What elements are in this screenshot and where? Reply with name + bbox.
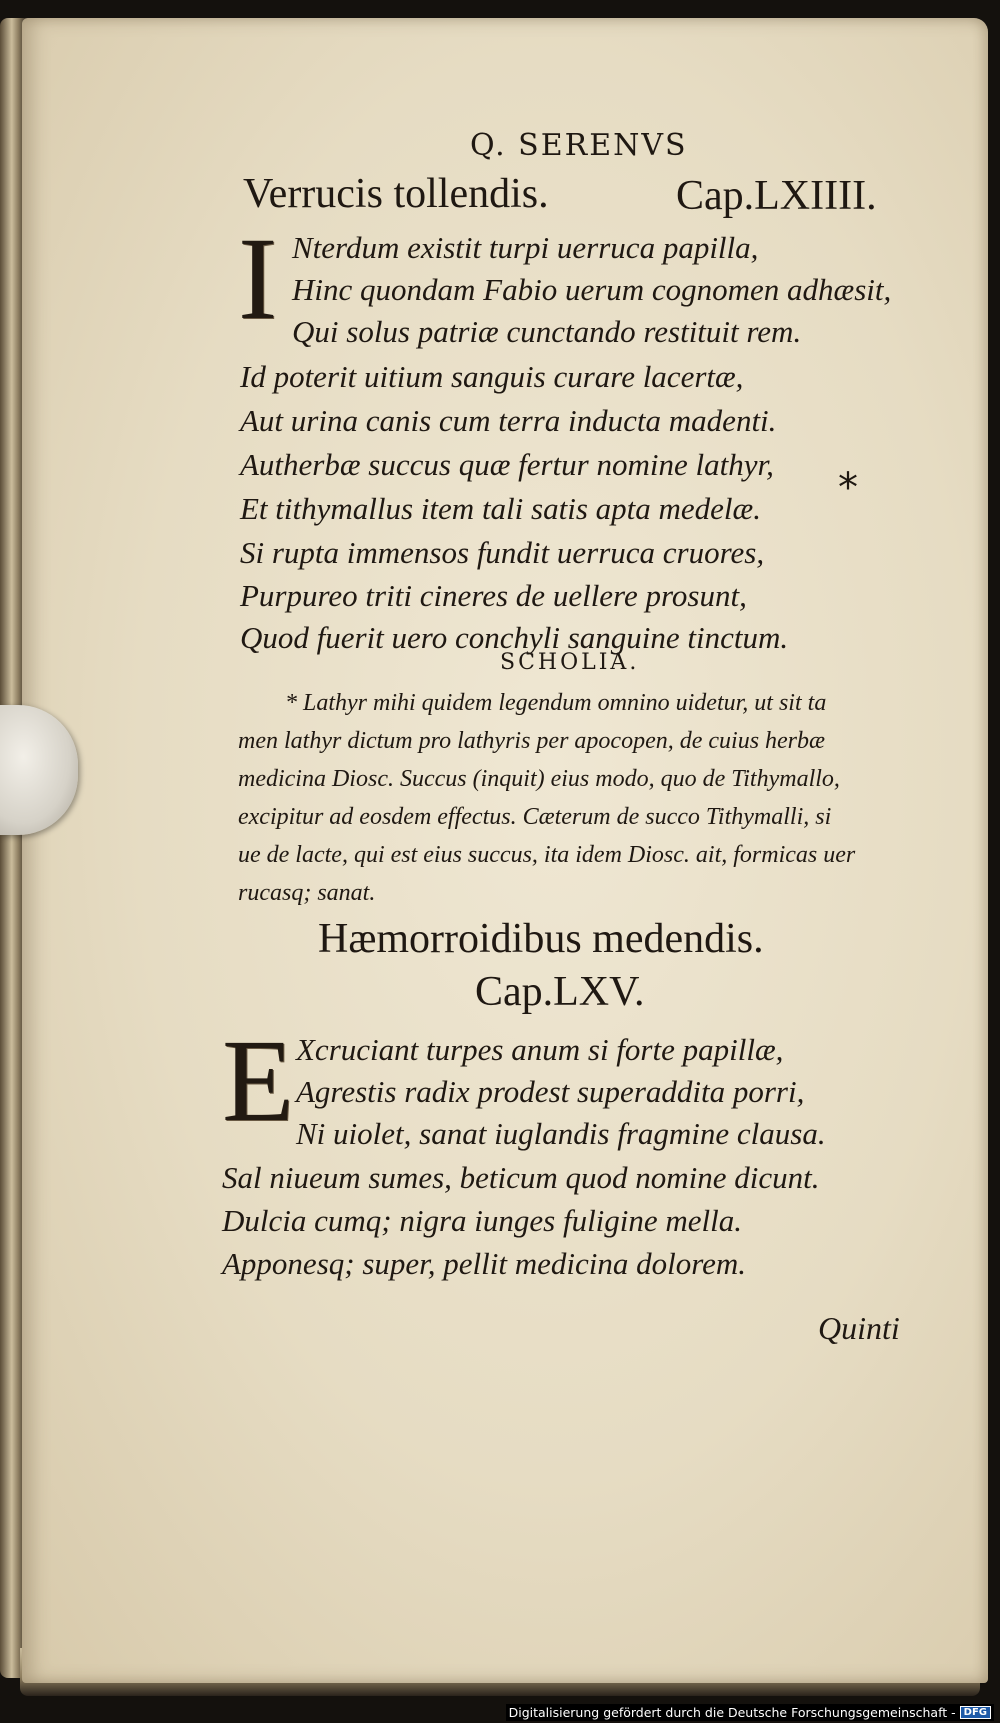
scholia-line: * Lathyr mihi quidem legendum omnino uidetur, ut sit ta bbox=[285, 690, 827, 716]
verse-line: Quod fuerit uero conchyli sanguine tinctum. bbox=[240, 620, 789, 655]
chapter-label-1: Cap.LXIIII. bbox=[676, 173, 877, 219]
verse-line: Apponesq; super, pellit medicina dolorem. bbox=[222, 1246, 747, 1281]
drop-cap-1: I bbox=[238, 213, 278, 344]
verse-line: Et tithymallus item tali satis apta medelæ. bbox=[240, 491, 761, 526]
dfg-credit-footer bbox=[506, 1704, 994, 1721]
drop-cap-2: E bbox=[222, 1015, 295, 1146]
verse-line: Nterdum existit turpi uerruca papilla, bbox=[292, 230, 759, 265]
scholia-heading: SCHOLIA. bbox=[500, 650, 640, 675]
section-title-2: Hæmorroidibus medendis. bbox=[318, 916, 764, 962]
scholia-line: rucasq; sanat. bbox=[238, 880, 376, 906]
catchword: Quinti bbox=[818, 1310, 900, 1346]
chapter-label-2: Cap.LXV. bbox=[475, 969, 645, 1015]
verse-line: Sal niueum sumes, beticum quod nomine dicunt. bbox=[222, 1160, 820, 1195]
dfg-logo: DFG bbox=[960, 1706, 991, 1719]
verse-line: Autherbæ succus quæ fertur nomine lathyr, bbox=[240, 447, 774, 482]
running-head: Q. SERENVS bbox=[470, 128, 688, 163]
verse-line: Agrestis radix prodest superaddita porri, bbox=[296, 1074, 805, 1109]
verse-line: Hinc quondam Fabio uerum cognomen adhæsit, bbox=[292, 272, 892, 307]
scholia-line: men lathyr dictum pro lathyris per apocopen, de cuius herbæ bbox=[238, 728, 826, 754]
verse-line: Ni uiolet, sanat iuglandis fragmine clausa. bbox=[296, 1116, 826, 1151]
footer-text: Digitalisierung gefördert durch die Deutsche Forschungsgemeinschaft - bbox=[508, 1705, 956, 1720]
verse-line: Dulcia cumq; nigra iunges fuligine mella. bbox=[222, 1203, 743, 1238]
verse-line: Purpureo triti cineres de uellere prosunt, bbox=[240, 578, 747, 613]
verse-line: Qui solus patriæ cunctando restituit rem. bbox=[292, 314, 802, 349]
scholia-line: ue de lacte, qui est eius succus, ita idem Diosc. ait, formicas uer bbox=[238, 842, 856, 868]
marginal-asterisk: * bbox=[838, 465, 858, 511]
section-title-1: Verrucis tollendis. bbox=[243, 171, 549, 217]
scholia-line: excipitur ad eosdem effectus. Cæterum de succo Tithymalli, si bbox=[238, 804, 832, 830]
scholia-line: medicina Diosc. Succus (inquit) eius modo, quo de Tithymallo, bbox=[238, 766, 840, 792]
verse-line: Xcruciant turpes anum si forte papillæ, bbox=[296, 1032, 784, 1067]
verse-line: Si rupta immensos fundit uerruca cruores, bbox=[240, 535, 765, 570]
verse-line: Id poterit uitium sanguis curare lacertæ, bbox=[240, 359, 744, 394]
verse-line: Aut urina canis cum terra inducta madenti. bbox=[240, 403, 777, 438]
